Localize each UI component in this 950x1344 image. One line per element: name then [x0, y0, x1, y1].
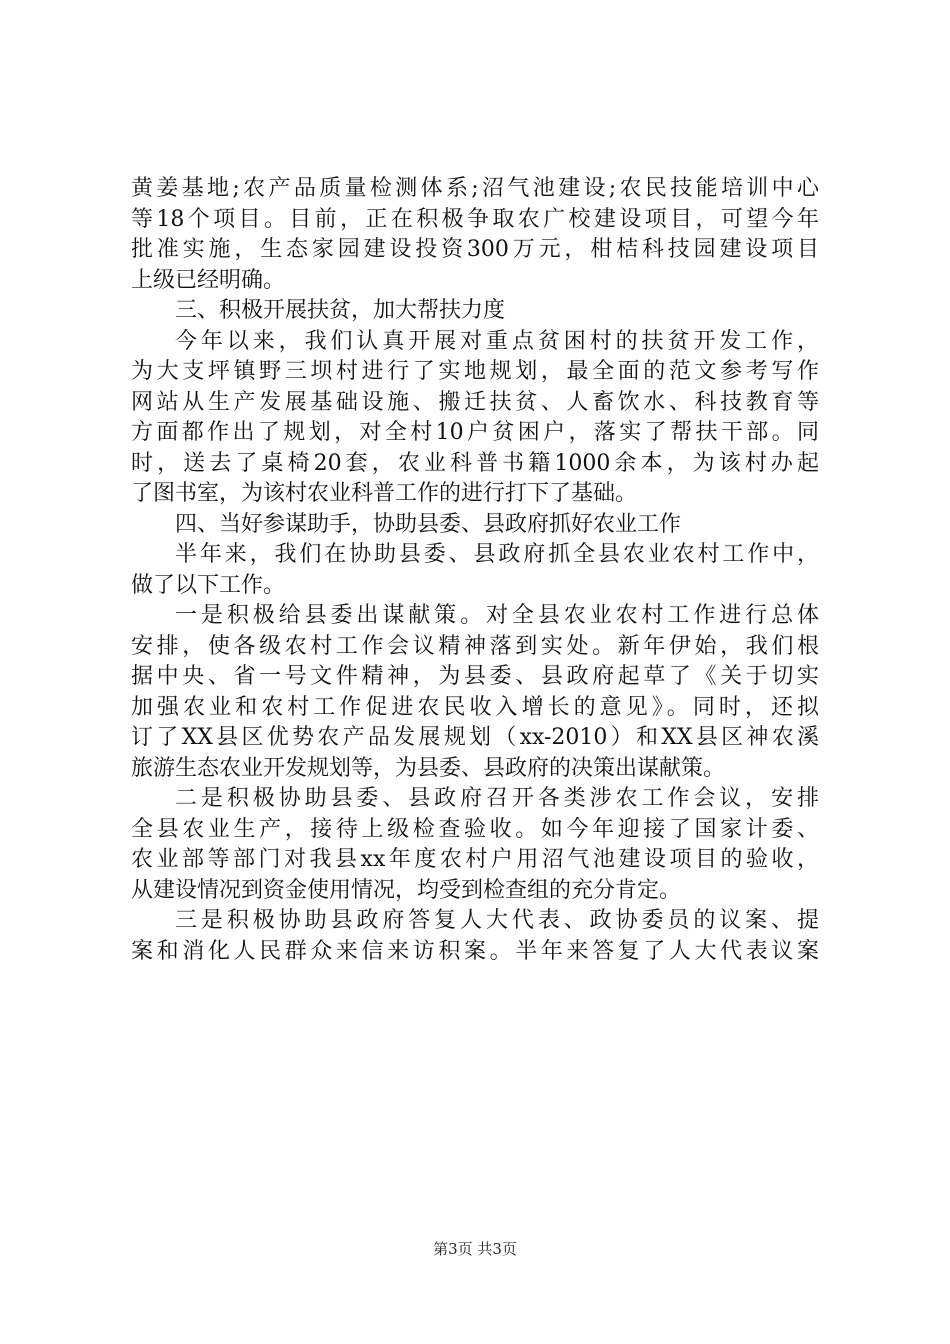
text-line: 方面都作出了规划，对全村10户贫困户，落实了帮扶干部。同	[131, 420, 819, 445]
text-line: 三是积极协助县政府答复人大代表、政协委员的议案、提	[175, 908, 819, 933]
text-line: 半年来，我们在协助县委、县政府抓全县农业农村工作中，	[175, 542, 819, 567]
text-line: 全县农业生产，接待上级检查验收。如今年迎接了国家计委、	[131, 816, 819, 842]
text-line: 为大支坪镇野三坝村进行了实地规划，最全面的范文参考写作	[131, 359, 819, 384]
text-line: 批准实施，生态家园建设投资300万元，柑桔科技园建设项目	[131, 237, 819, 262]
text-line: 从建设情况到资金使用情况，均受到检查组的充分肯定。	[131, 877, 682, 903]
text-line: 等18个项目。目前，正在积极争取农广校建设项目，可望今年	[131, 206, 819, 232]
text-line: 做了以下工作。	[131, 572, 286, 598]
text-line: 案和消化人民群众来信来访积案。半年来答复了人大代表议案	[131, 938, 819, 964]
text-line: 今年以来，我们认真开展对重点贫困村的扶贫开发工作，	[175, 328, 819, 354]
text-line: 加强农业和农村工作促进农民收入增长的意见》。同时，还拟	[131, 694, 819, 720]
text-line: 上级已经明确。	[131, 267, 286, 293]
text-line: 网站从生产发展基础设施、搬迁扶贫、人畜饮水、科技教育等	[131, 389, 819, 415]
text-line: 一是积极给县委出谋献策。对全县农业农村工作进行总体	[175, 603, 819, 628]
page-footer: 第3页 共3页	[433, 1240, 517, 1258]
text-line: 订了XX县区优势农产品发展规划（xx-2010）和XX县区神农溪	[131, 725, 819, 750]
text-line: 二是积极协助县委、县政府召开各类涉农工作会议，安排	[175, 786, 819, 811]
text-line: 旅游生态农业开发规划等，为县委、县政府的决策出谋献策。	[131, 755, 726, 781]
text-line: 据中央、省一号文件精神，为县委、县政府起草了《关于切实	[131, 664, 819, 689]
text-line: 时，送去了桌椅20套，农业科普书籍1000余本，为该村办起	[131, 450, 819, 476]
text-line: 农业部等部门对我县xx年度农村户用沼气池建设项目的验收，	[131, 847, 819, 872]
text-line: 黄姜基地;农产品质量检测体系;沼气池建设;农民技能培训中心	[131, 176, 819, 201]
text-line: 三、积极开展扶贫，加大帮扶力度	[175, 298, 506, 323]
document-body	[131, 174, 819, 967]
text-line: 了图书室，为该村农业科普工作的进行打下了基础。	[131, 481, 638, 506]
text-line: 四、当好参谋助手，协助县委、县政府抓好农业工作	[175, 511, 682, 537]
text-line: 安排，使各级农村工作会议精神落到实处。新年伊始，我们根	[131, 633, 819, 659]
